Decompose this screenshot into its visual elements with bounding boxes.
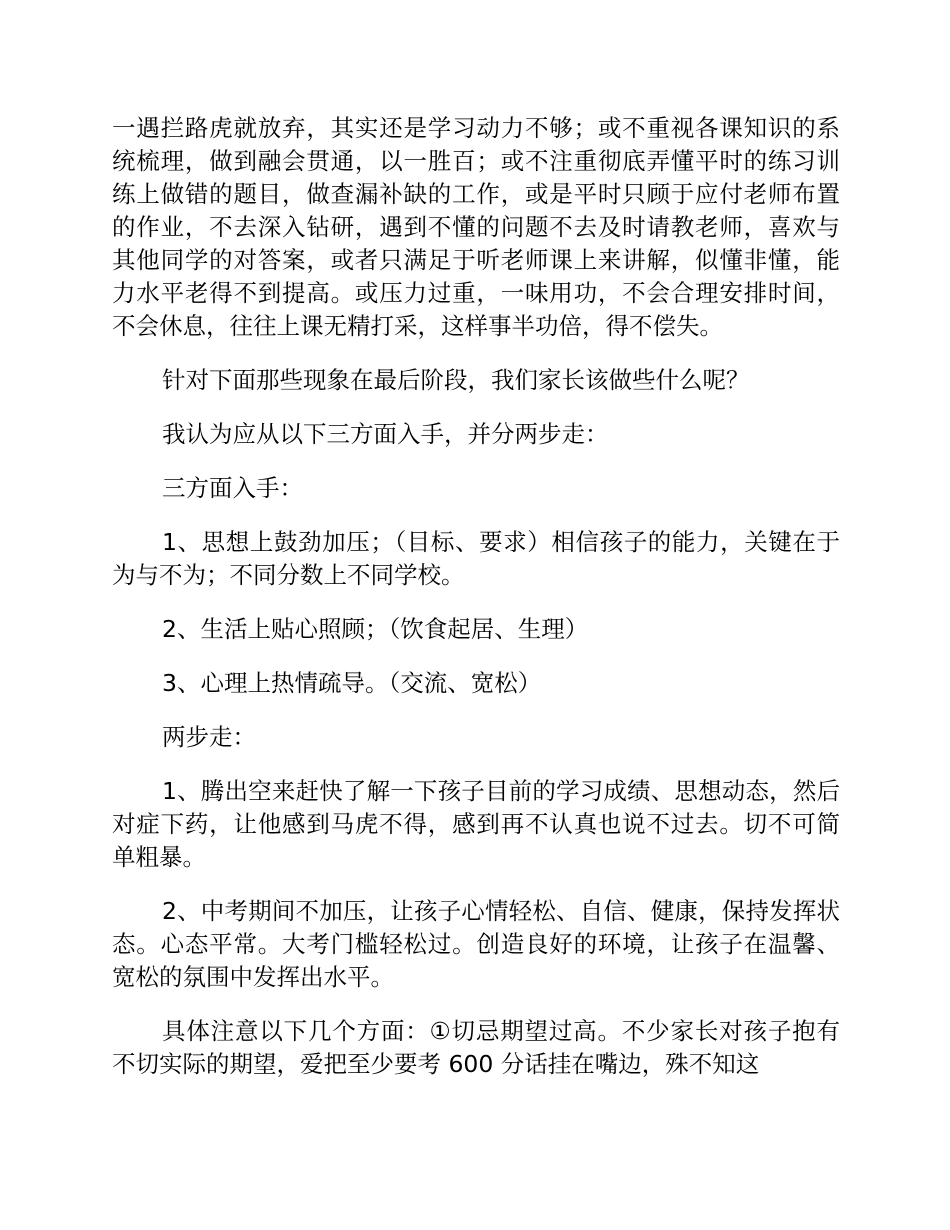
list-item: 3、心理上热情疏导。（交流、宽松）: [162, 669, 542, 697]
list-item: 2、中考期间不加压，让孩子心情轻松、自信、健康，保持发挥状态。心态平常。大考门槛轻松过。创造良好的环境，让孩子在温馨、宽松的氛围中发挥出水平。: [112, 897, 840, 991]
section-heading: 两步走：: [162, 723, 256, 751]
paragraph: 我认为应从以下三方面入手，并分两步走：: [162, 420, 609, 448]
list-item: 1、思想上鼓劲加压；（目标、要求）相信孩子的能力，关键在于为与不为；不同分数上不同学校。: [112, 528, 840, 589]
list-item: 1、腾出空来赶快了解一下孩子目前的学习成绩、思想动态，然后对症下药，让他感到马虎不得，感到再不认真也说不过去。切不可简单粗暴。: [112, 777, 840, 871]
list-item: 2、生活上贴心照顾；（饮食起居、生理）: [162, 615, 589, 643]
paragraph: 一遇拦路虎就放弃，其实还是学习动力不够；或不重视各课知识的系统梳理，做到融会贯通，以一胜百；或不注重彻底弄懂平时的练习训练上做错的题目，做查漏补缺的工作，或是平时只顾于应付老师布置的作业，不去深入钻研，遇到不懂的问题不去及时请教老师，喜欢与其他同学的对答案，或者只满足于听老师课上来讲解，似懂非懂，能力水平老得不到提高。或压力过重，一味用功，不会合理安排时间，不会休息，往往上课无精打采，这样事半功倍，得不偿失。: [112, 114, 840, 340]
paragraph: 具体注意以下几个方面：①切忌期望过高。不少家长对孩子抱有不切实际的期望，爱把至少要考 600 分话挂在嘴边，殊不知这: [112, 1017, 840, 1078]
paragraph: 针对下面那些现象在最后阶段，我们家长该做些什么呢？: [162, 366, 750, 394]
section-heading: 三方面入手：: [162, 474, 303, 502]
document-body: [112, 112, 840, 1102]
